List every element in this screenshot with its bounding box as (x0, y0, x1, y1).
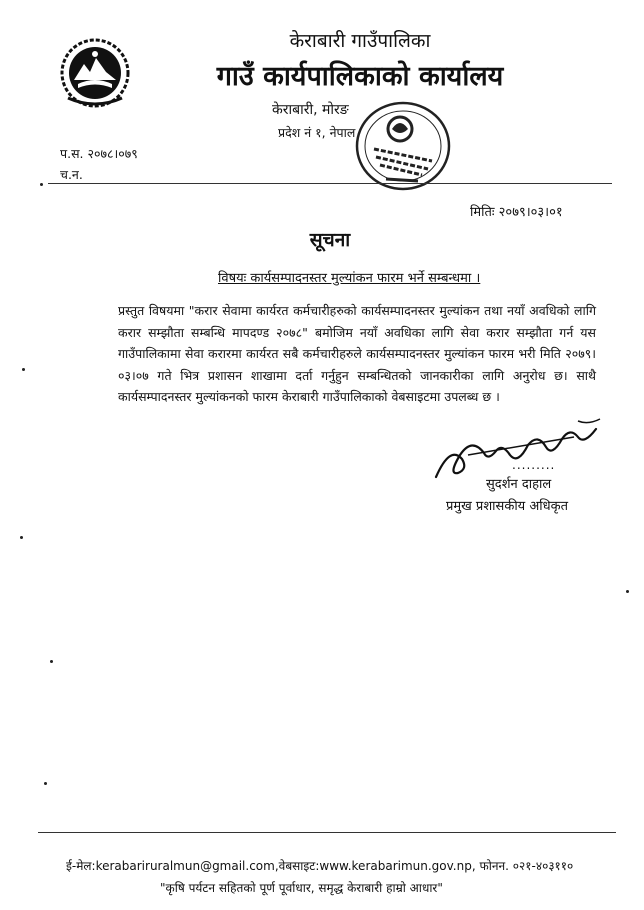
signature-line: ......... (512, 458, 556, 472)
signatory-designation: प्रमुख प्रशासकीय अधिकृत (446, 499, 569, 514)
nepal-emblem-icon (58, 36, 132, 110)
footer-divider (38, 832, 616, 833)
notice-body: प्रस्तुत विषयमा "करार सेवामा कार्यरत कर्मचारीहरुको कार्यसम्पादनस्तर मुल्यांकन तथा नयाँ अवधिको लागि करार सम्झौता सम्बन्धि मापदण्ड २०७८" बमोजिम नयाँ अवधिका लागि सेवा करार सम्झौता गर्न यस गाउँपालिकामा सेवा करारमा कार्यरत सबै कर्मचारीहरुले कार्यसम्पादनस्तर मुल्यांकन फारम भरी मिति २०७९।०३।०७ गते भित्र प्रशासन शाखामा दर्ता गर्नुहुन सम्बन्धितको जानकारीका लागि अनुरोध छ। साथै कार्यसम्पादनस्तर मुल्यांकनको फारम केराबारी गाउँपालिकाको वेबसाइटमा उपलब्ध छ । (118, 303, 596, 405)
notice-title: सूचना (309, 229, 351, 251)
scan-speck (44, 782, 47, 785)
notice-date: मितिः २०७९।०३।०१ (470, 205, 563, 220)
header-divider (48, 183, 612, 184)
notice-subject: विषयः कार्यसम्पादनस्तर मुल्यांकन फारम भर्ने सम्बन्धमा । (218, 271, 481, 286)
letter-reference-number: प.स. २०७८।०७९ (60, 146, 138, 161)
scan-speck (40, 183, 43, 186)
signatory-name: सुदर्शन दाहाल (486, 477, 552, 492)
office-stamp (352, 97, 454, 195)
scan-speck (50, 660, 53, 663)
scan-speck (626, 590, 629, 593)
footer-contact: ई-मेल:kerabariruralmun@gmail.com,वेबसाइट:www.kerabarimun.gov.np, फोनन. ०२१-४०३११० (66, 859, 574, 873)
dispatch-number: च.न. (60, 167, 83, 182)
scan-speck (22, 368, 25, 371)
office-address: केराबारी, मोरङ (272, 102, 349, 118)
office-name: गाउँ कार्यपालिकाको कार्यालय (216, 61, 504, 92)
scan-speck (20, 536, 23, 539)
municipality-name: केराबारी गाउँपालिका (289, 30, 431, 52)
province: प्रदेश नं १, नेपाल (278, 125, 356, 140)
footer-slogan: "कृषि पर्यटन सहितको पूर्ण पूर्वाधार, समृद्ध केराबारी हाम्रो आधार" (160, 881, 443, 895)
